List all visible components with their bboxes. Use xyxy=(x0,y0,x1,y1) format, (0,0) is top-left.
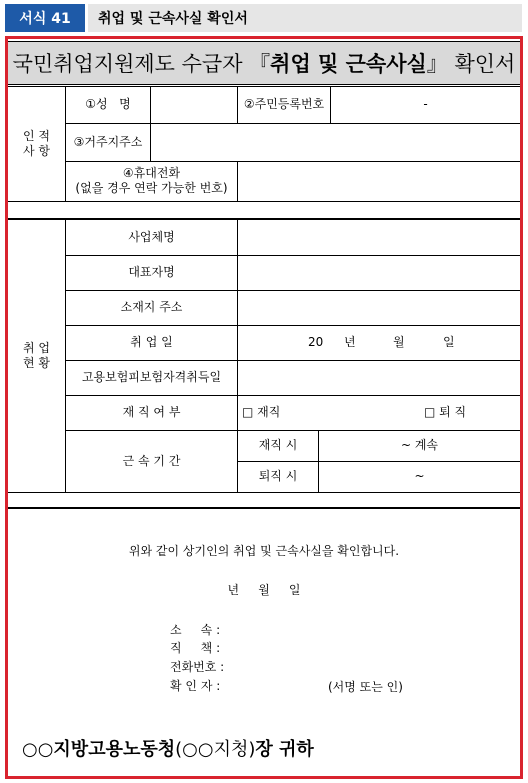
rrn-field[interactable]: - xyxy=(423,97,428,111)
name-field[interactable] xyxy=(151,86,237,123)
personal-section-label xyxy=(8,86,65,201)
employed-period-field[interactable]: ~ 계속 xyxy=(400,438,439,452)
addressee xyxy=(22,735,314,761)
personal-label-line1: 인 적 xyxy=(23,128,50,143)
status-label: 재 직 여 부 xyxy=(122,405,181,419)
status-resigned-checkbox[interactable]: □ 퇴 직 xyxy=(424,405,467,419)
employment-label-line2: 현 황 xyxy=(23,356,50,370)
form-number-tag: 서식 41 xyxy=(5,4,85,32)
phone-label xyxy=(66,161,237,201)
resigned-period-field[interactable]: ~ xyxy=(414,469,425,483)
personal-label-line2: 사 항 xyxy=(23,143,50,158)
date-day: 일 xyxy=(443,335,455,349)
date-year: 년 xyxy=(344,335,356,349)
addressee-office: 지방고용노동청 xyxy=(53,739,176,760)
phone-field[interactable] xyxy=(238,161,520,201)
phone-number-label: 전화번호 : xyxy=(170,660,225,674)
ceo-label: 대표자명 xyxy=(128,265,175,279)
status-employed-checkbox[interactable]: □ 재직 xyxy=(242,405,281,419)
document-title xyxy=(8,41,520,85)
form-header-title: 취업 및 근속사실 확인서 xyxy=(88,4,522,32)
employment-label-line1: 취 업 xyxy=(23,341,50,355)
company-field[interactable] xyxy=(238,220,520,255)
affiliation-label: 소 속 : xyxy=(170,623,221,637)
title-bold: 취업 및 근속사실 xyxy=(270,52,427,76)
location-label: 소재지 주소 xyxy=(120,300,183,314)
employ-date-label: 취 업 일 xyxy=(130,335,173,349)
rule xyxy=(8,492,520,493)
phone-label-line2: (없을 경우 연락 가능한 번호) xyxy=(75,181,228,195)
addressee-suffix: 장 귀하 xyxy=(255,739,314,760)
rrn-label: ②주민등록번호 xyxy=(243,97,325,111)
addressee-prefix: ○○ xyxy=(22,739,54,760)
rule xyxy=(8,201,520,202)
addressee-branch: (○○지청) xyxy=(175,739,256,760)
title-suffix: 』 확인서 xyxy=(426,52,516,76)
confirm-statement: 위와 같이 상기인의 취업 및 근속사실을 확인합니다. xyxy=(128,544,400,558)
name-label: ①성 명 xyxy=(85,97,131,111)
period-label: 근 속 기 간 xyxy=(122,453,181,468)
confirmer-label: 확 인 자 : xyxy=(170,679,221,693)
rule xyxy=(8,507,520,509)
company-label: 사업체명 xyxy=(128,230,175,244)
ceo-field[interactable] xyxy=(238,255,520,290)
resigned-when-label: 퇴직 시 xyxy=(258,469,298,483)
signature-hint: (서명 또는 인) xyxy=(328,680,403,694)
insurance-field[interactable] xyxy=(238,360,520,395)
date-prefix: 20 xyxy=(308,335,324,349)
employ-date-field[interactable] xyxy=(238,325,520,360)
employment-section-label xyxy=(8,220,65,492)
address-field[interactable] xyxy=(151,123,520,161)
address-label: ③거주지주소 xyxy=(73,134,143,149)
position-label: 직 책 : xyxy=(170,641,221,655)
insurance-label: 고용보험피보험자격취득일 xyxy=(81,370,222,384)
title-prefix: 국민취업지원제도 수급자 『 xyxy=(12,52,271,76)
location-field[interactable] xyxy=(238,290,520,325)
confirm-date-line: 년 월 일 xyxy=(227,583,301,597)
date-month: 월 xyxy=(393,335,405,349)
phone-label-line1: ④휴대전화 xyxy=(122,166,181,180)
employed-when-label: 재직 시 xyxy=(258,438,298,452)
